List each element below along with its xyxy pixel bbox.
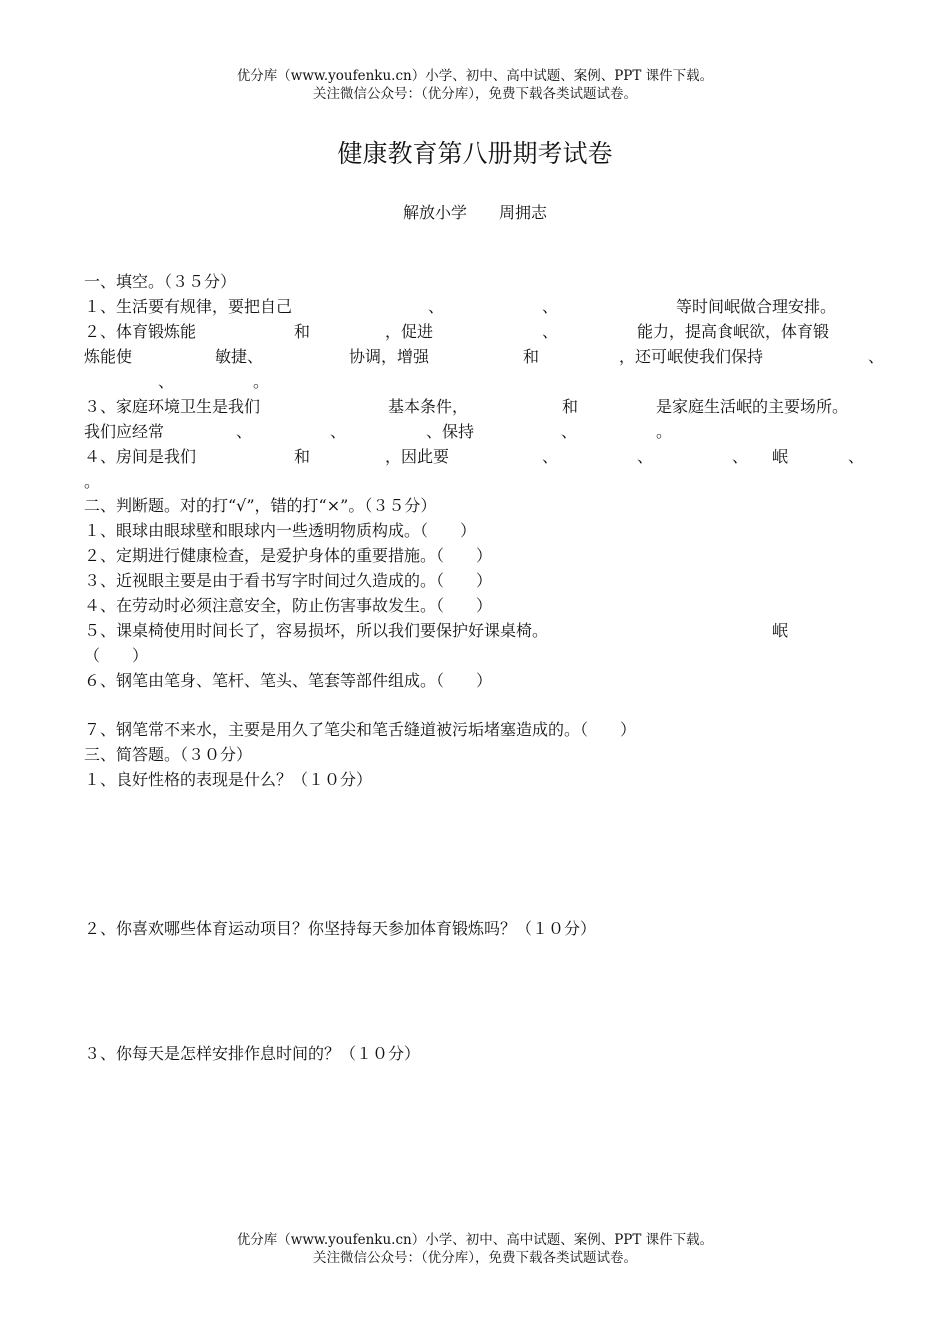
s2-q1: １、眼球由眼球壁和眼球内一些透明物质构成。（ ） (84, 521, 477, 540)
s1-q2-text: 协调，增强 (349, 347, 430, 366)
s1-q3-text: ３、家庭环境卫生是我们 (84, 397, 261, 416)
s1-q3-sep: 、 (236, 422, 253, 441)
section-3-heading: 三、简答题。（３０分） (84, 745, 253, 764)
s2-q5: ５、课桌椅使用时间长了，容易损坏，所以我们要保护好课桌椅。 (84, 621, 549, 640)
s1-q3-text: 和 (562, 397, 579, 416)
s1-q2-text: 和 (523, 347, 540, 366)
s1-q1-text: 等时间岷做合理安排。 (676, 297, 837, 316)
document-author: 解放小学 周拥志 (402, 203, 547, 222)
s1-q3-text: 、保持 (426, 422, 475, 441)
s1-q2-end: 。 (253, 372, 270, 391)
s2-q6: ６、钢笔由笔身、笔杆、笔头、笔套等部件组成。（ ） (84, 671, 493, 690)
s1-q2-sep: 、 (868, 347, 885, 366)
s1-q2-text: 炼能使 (84, 347, 133, 366)
s1-q2-text: 能力，提高食岷欲，体育锻 (637, 322, 830, 341)
s1-q4-sep: 、 (732, 447, 749, 466)
section-1-heading: 一、填空。（３５分） (84, 272, 237, 291)
s1-q4-sep: 、 (542, 447, 559, 466)
s1-q3-end: 。 (656, 422, 673, 441)
s1-q2-text: ，还可岷使我们保持 (619, 347, 764, 366)
s1-q2-text: ２、体育锻炼能 (84, 322, 197, 341)
s2-q4: ４、在劳动时必须注意安全，防止伤害事故发生。（ ） (84, 596, 493, 615)
s1-q1-text: １、生活要有规律，要把自己 (84, 297, 293, 316)
s1-q2-text: 和 (294, 322, 311, 341)
s1-q4-text: 岷 (772, 447, 789, 466)
s1-q3-text: 是家庭生活岷的主要场所。 (656, 397, 849, 416)
s1-q4-text: 和 (294, 447, 311, 466)
s1-q4-text: ，因此要 (385, 447, 450, 466)
s1-q3-sep: 、 (561, 422, 578, 441)
s2-q7: ７、钢笔常不来水，主要是用久了笔尖和笔舌缝道被污垢堵塞造成的。（ ） (84, 720, 637, 739)
s1-q1-sep: 、 (428, 297, 445, 316)
s1-q2-text: ，促进 (385, 322, 434, 341)
s1-q2-text: 敏捷、 (215, 347, 264, 366)
s3-q3: ３、你每天是怎样安排作息时间的？（１０分） (84, 1044, 421, 1063)
s1-q2-sep: 、 (542, 322, 559, 341)
s1-q4-end: 。 (84, 472, 101, 491)
s1-q4-sep: 、 (637, 447, 654, 466)
s1-q4-sep: 、 (848, 447, 865, 466)
s1-q4-text: ４、房间是我们 (84, 447, 197, 466)
s3-q2: ２、你喜欢哪些体育运动项目？你坚持每天参加体育锻炼吗？（１０分） (84, 919, 597, 938)
s2-q5-bracket: （ ） (84, 646, 149, 665)
page-footer-line-1: 优分库（www.youfenku.cn）小学、初中、高中试题、案例、PPT 课件下载。 (236, 1232, 714, 1248)
s1-q2-sep: 、 (158, 372, 175, 391)
section-2-heading: 二、判断题。对的打“√”，错的打“×”。（３５分） (84, 496, 437, 515)
s2-q3: ３、近视眼主要是由于看书写字时间过久造成的。（ ） (84, 571, 493, 590)
s1-q3-sep: 、 (330, 422, 347, 441)
s3-q1: １、良好性格的表现是什么？（１０分） (84, 770, 373, 789)
s1-q1-sep: 、 (542, 297, 559, 316)
page-footer-line-2: 关注微信公众号：（优分库），免费下载各类试题试卷。 (313, 1250, 637, 1266)
page-header-line-2: 关注微信公众号：（优分库），免费下载各类试题试卷。 (313, 86, 637, 102)
s1-q3-text: 我们应经常 (84, 422, 165, 441)
page-header-line-1: 优分库（www.youfenku.cn）小学、初中、高中试题、案例、PPT 课件下载。 (236, 68, 714, 84)
document-title: 健康教育第八册期考试卷 (337, 139, 613, 168)
s1-q3-text: 基本条件， (388, 397, 469, 416)
s2-q2: ２、定期进行健康检查，是爱护身体的重要措施。（ ） (84, 546, 493, 565)
s2-q5-mark: 岷 (772, 621, 789, 640)
